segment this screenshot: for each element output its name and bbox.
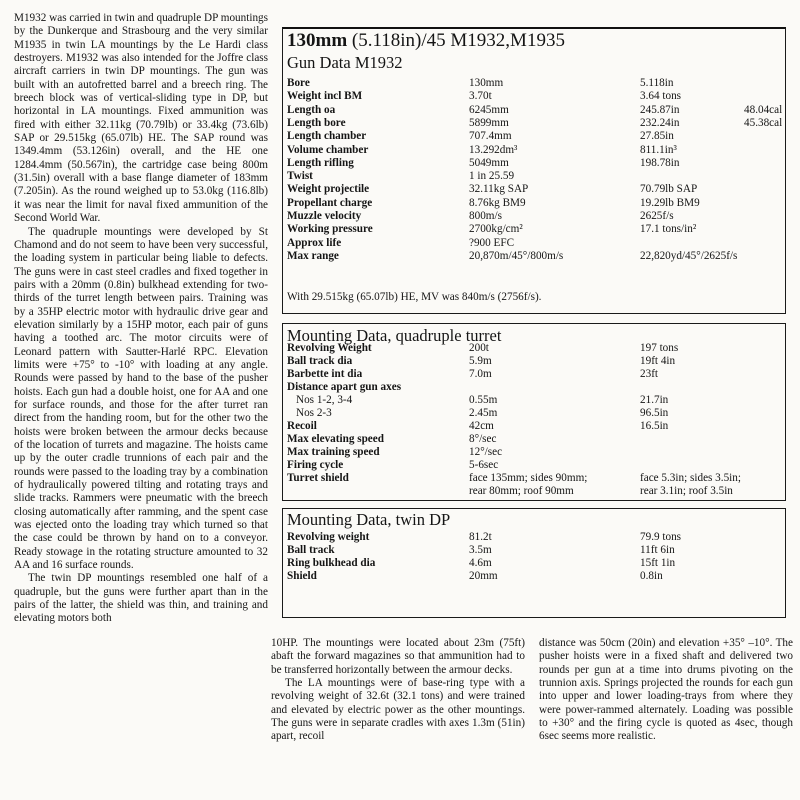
row-label: Max range — [287, 249, 339, 262]
row-label: Barbette int dia — [287, 368, 363, 380]
table-row — [287, 197, 782, 210]
row-label: Nos 1-2, 3-4 — [296, 394, 353, 406]
row-metric-value: 13.292dm³ — [469, 143, 518, 156]
row-imperial-value: 5.118in — [640, 77, 674, 89]
row-imperial-value: 27.85in — [640, 130, 674, 143]
table-row — [287, 104, 782, 117]
row-imperial-value: 232.24in — [640, 116, 680, 129]
row-label: Length oa — [287, 103, 336, 116]
row-label: Firing cycle — [287, 459, 344, 471]
row-metric-value: 0.55m — [469, 394, 498, 406]
table-row — [287, 433, 782, 446]
row-metric-value: 3.70t — [469, 90, 492, 103]
table-row — [287, 342, 782, 355]
row-metric-value: 81.2t — [469, 531, 492, 543]
table-row — [287, 130, 782, 143]
row-metric-value: 2700kg/cm² — [469, 223, 523, 236]
gun-title — [287, 30, 565, 52]
table-row — [287, 557, 782, 570]
row-label: Ring bulkhead dia — [287, 557, 376, 569]
twin-mounting-heading: Mounting Data, twin DP — [287, 510, 451, 529]
row-metric-value: 4.6m — [469, 557, 492, 569]
quad-mounting-heading: Mounting Data, quadruple turret — [287, 326, 502, 345]
table-row — [287, 210, 782, 223]
row-label: Shield — [287, 570, 317, 582]
row-label: Weight projectile — [287, 183, 370, 196]
row-metric-value: 5.9m — [469, 355, 492, 367]
gun-data-note: With 29.515kg (65.07lb) HE, MV was 840m/s (2756f/s). — [287, 291, 542, 303]
turret-shield-row — [287, 472, 782, 498]
right-column-text — [539, 637, 793, 744]
row-label: Propellant charge — [287, 196, 373, 209]
row-label: Nos 2-3 — [296, 407, 332, 419]
row-label: Revolving weight — [287, 531, 370, 543]
row-label: Recoil — [287, 420, 317, 432]
gun-data-heading: Gun Data M1932 — [287, 53, 403, 72]
paragraph: distance was 50cm (20in) and elevation +35° –10°. The pusher hoists were in a fixed shaft and delivered two rounds per gun at a time into drums pivoting on the trunnion axis. Springs projected the rounds for each gun into upper and lower loading-trays from where they were power-rammed alternately. Loading was possible to +30° and the firing cycle is quoted as 4sec, though 6sec seems more realistic. — [539, 637, 793, 743]
row-imperial-value: 79.9 tons — [640, 531, 682, 543]
table-row — [287, 394, 782, 407]
row-label: Weight incl BM — [287, 90, 363, 103]
row-imperial-value: 17.1 tons/in² — [640, 223, 697, 236]
paragraph: 10HP. The mountings were located about 23m (75ft) abaft the forward magazines so that ammunition had to be transferred horizontally between the armour decks. — [271, 637, 525, 676]
row-metric-value: 42cm — [469, 420, 494, 432]
row-label: Revolving Weight — [287, 342, 372, 354]
row-label: Volume chamber — [287, 143, 369, 156]
paragraph: The quadruple mountings were developed by St Chamond and do not seem to have been very successful, the loading system in particular being liable to defects. The guns were in cast steel cradles and fixed together in pairs with a 20mm (0.8in) bulkhead extending for two-thirds of the turret length between pairs. Training was by a 35HP electric motor with hydraulic drive gear and elevation similarly by a 15HP motor, each pair of guns having a toothed arc. The motor circuits were of Leonard pattern with Sautter-Harlé RPC. Elevation limits were +75° to -10° with loading at any angle. Rounds were passed by hand to the base of the pusher hoists. Each gun had a double hoist, one for AA and one for surface rounds, and those for the after turret ran direct from the handing room, but for the other two the hoists were broken between the armour decks because of the location of turrets and magazine. The hoists came up by the outer cradle trunnions of each pair and the rounds were passed to the loading tray by a combination of hydraulically powered tilting and rotating trays and slide tracks. Rammers were pneumatic with the breech closing automatically after ramming, and the spent case was ejected onto the loading tray which turned so that the case could be thrown by hand on to a conveyor. Ready stowage in the rotating structure amounted to 32 AA and 16 surface rounds. — [14, 225, 268, 572]
row-label: Ball track dia — [287, 355, 353, 367]
row-metric-value: 7.0m — [469, 368, 492, 380]
table-row — [287, 355, 782, 368]
row-imperial-value: 16.5in — [640, 420, 669, 432]
table-row — [287, 544, 782, 557]
row-imperial-value: 3.64 tons — [640, 90, 682, 103]
paragraph: The LA mountings were of base-ring type with a revolving weight of 32.6t (32.1 tons) and were trained and elevated by electric power as the other mountings. The guns were in separate cradles with axes 1.3m (51in) apart, recoil — [271, 677, 525, 743]
row-metric-value: 8.76kg BM9 — [469, 196, 526, 209]
row-imperial-value: 245.87in — [640, 103, 680, 116]
row-imperial-value: 15ft 1in — [640, 557, 676, 569]
table-row — [287, 77, 782, 90]
row-imperial-value: 197 tons — [640, 342, 679, 354]
table-row — [287, 117, 782, 130]
table-row — [287, 368, 782, 381]
row-imperial-value: 811.1in³ — [640, 143, 677, 156]
row-imperial-value: 0.8in — [640, 570, 663, 582]
table-row — [287, 420, 782, 433]
table-row — [287, 531, 782, 544]
table-row — [287, 170, 782, 183]
row-metric-value: 800m/s — [469, 210, 502, 222]
row-metric-value: 200t — [469, 342, 489, 354]
gun-title-rest: (5.118in)/45 M1932,M1935 — [347, 30, 565, 51]
paragraph: M1932 was carried in twin and quadruple DP mountings by the Dunkerque and Strasbourg and the very similar M1935 in twin LA mountings by the Le Hardi class destroyers. M1932 was also intended for the Joffre class aircraft carriers in twin DP mountings. The gun was built with an autofretted barrel and a breech ring. The breech block was of vertical-sliding type in DP, but horizontal in LA mountings. Fixed ammunition was fired with either 32.11kg (70.79lb) or 33.4kg (73.6lb) SAP or 29.515kg (65.07lb) HE. The SAP round was 1349.4mm (53.126in) overall, and the HE one 1284.4mm (50.567in), the cartridge case being 800m (31.5in) overall with a base flange diameter of 183mm (7.205in). As the round weighed up to 53.0kg (116.8lb) it was near the limit for naval fixed ammunition of the Second World War. — [14, 12, 268, 225]
row-imperial-value: 11ft 6in — [640, 544, 675, 556]
row-metric-value: 5-6sec — [469, 459, 499, 471]
row-imperial-value: face 5.3in; sides 3.5in; rear 3.1in; roof 3.5in — [640, 472, 741, 497]
row-imperial-value: 19ft 4in — [640, 355, 676, 367]
paragraph: The twin DP mountings resembled one half of a quadruple, but the guns were further apart than in the pairs of the latter, the shield was thin, and training and elevating motors both — [14, 572, 268, 625]
row-calibre-value: 48.04cal — [744, 103, 783, 116]
table-row — [287, 570, 782, 583]
row-label: Max elevating speed — [287, 433, 384, 445]
row-label: Length chamber — [287, 130, 367, 143]
row-imperial-value: 19.29lb BM9 — [640, 196, 700, 209]
table-row — [287, 446, 782, 459]
row-imperial-value: 22,820yd/45°/2625f/s — [640, 249, 738, 262]
row-imperial-value: 70.79lb SAP — [640, 183, 698, 196]
table-row — [287, 157, 782, 170]
row-metric-value: 2.45m — [469, 407, 498, 419]
row-metric-value: 6245mm — [469, 103, 509, 116]
table-row — [287, 250, 782, 263]
row-metric-value: 32.11kg SAP — [469, 183, 529, 196]
row-label: Distance apart gun axes — [287, 381, 402, 393]
table-row — [287, 237, 782, 250]
row-metric-value: face 135mm; sides 90mm; rear 80mm; roof 90mm — [469, 472, 588, 497]
row-label: Max training speed — [287, 446, 380, 458]
row-metric-value: 8°/sec — [469, 433, 497, 445]
row-label: Ball track — [287, 544, 335, 556]
row-metric-value: 5049mm — [469, 156, 509, 169]
row-metric-value: 1 in 25.59 — [469, 170, 515, 183]
row-metric-value: 3.5m — [469, 544, 492, 556]
row-label: Twist — [287, 170, 313, 183]
row-metric-value: 20mm — [469, 570, 498, 582]
table-row — [287, 459, 782, 472]
row-label: Working pressure — [287, 223, 373, 236]
left-column-text — [14, 12, 268, 626]
row-metric-value: 5899mm — [469, 116, 509, 129]
row-label: Length rifling — [287, 156, 354, 169]
row-metric-value: ?900 EFC — [469, 236, 515, 249]
table-row — [287, 90, 782, 103]
row-label: Bore — [287, 77, 310, 89]
row-metric-value: 707.4mm — [469, 130, 512, 143]
row-label: Muzzle velocity — [287, 210, 362, 222]
row-imperial-value: 198.78in — [640, 156, 680, 169]
table-row — [287, 144, 782, 157]
row-imperial-value: 21.7in — [640, 394, 669, 406]
row-label: Length bore — [287, 116, 346, 129]
row-label: Approx life — [287, 236, 342, 249]
table-row — [287, 381, 782, 394]
middle-column-text — [271, 637, 525, 744]
table-row — [287, 223, 782, 236]
row-calibre-value: 45.38cal — [744, 116, 783, 129]
row-imperial-value: 2625f/s — [640, 210, 674, 222]
table-row — [287, 407, 782, 420]
row-label: Turret shield — [287, 472, 349, 484]
row-imperial-value: 23ft — [640, 368, 659, 380]
gun-title-calibre: 130mm — [287, 30, 348, 51]
row-metric-value: 12°/sec — [469, 446, 503, 458]
row-metric-value: 130mm — [469, 77, 504, 89]
table-row — [287, 183, 782, 196]
row-metric-value: 20,870m/45°/800m/s — [469, 249, 564, 262]
row-imperial-value: 96.5in — [640, 407, 669, 419]
